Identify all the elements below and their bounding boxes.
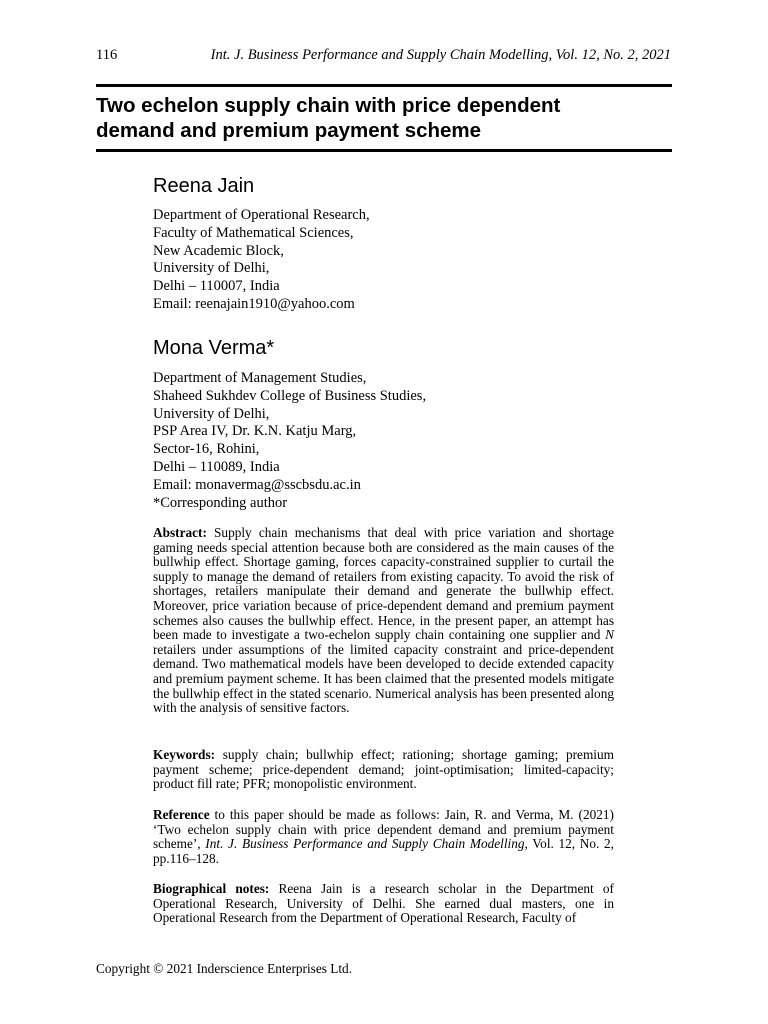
affiliation-line: Shaheed Sukhdev College of Business Studies, bbox=[153, 387, 427, 404]
affiliation-line: Delhi – 110089, India bbox=[153, 458, 280, 475]
author-name-2: Mona Verma* bbox=[153, 337, 275, 359]
affiliation-line: New Academic Block, bbox=[153, 242, 284, 259]
biographical-notes bbox=[153, 882, 614, 926]
keywords-label: Keywords: bbox=[153, 747, 216, 762]
keywords-text: supply chain; bullwhip effect; rationing; shortage gaming; premium payment scheme; price-dependent demand; joint-optimisation; limited-capacity; product fill rate; PFR; monopolistic environment. bbox=[153, 747, 614, 792]
reference bbox=[153, 808, 614, 866]
reference-text: , Vol. 12, No. 2, pp.116–128. bbox=[153, 836, 614, 866]
title-line: demand and premium payment scheme bbox=[96, 119, 482, 142]
abstract bbox=[153, 526, 614, 716]
article-title bbox=[96, 93, 672, 143]
affiliation-line: Delhi – 110007, India bbox=[153, 278, 280, 295]
journal-citation: Int. J. Business Performance and Supply Chain Modelling, Vol. 12, No. 2, 2021 bbox=[210, 47, 671, 63]
affiliation-line: PSP Area IV, Dr. K.N. Katju Marg, bbox=[153, 423, 357, 440]
affiliation-line: University of Delhi, bbox=[153, 405, 270, 422]
author-email: Email: reenajain1910@yahoo.com bbox=[153, 295, 355, 312]
bio-label: Biographical notes: bbox=[153, 881, 270, 896]
math-symbol-n: N bbox=[605, 627, 614, 643]
author-email: Email: monavermag@sscbsdu.ac.in bbox=[153, 476, 361, 493]
author-name-1: Reena Jain bbox=[153, 175, 255, 197]
reference-journal: Int. J. Business Performance and Supply Chain Modelling bbox=[205, 836, 525, 852]
affiliation-line: University of Delhi, bbox=[153, 260, 270, 277]
affiliation-line: Faculty of Mathematical Sciences, bbox=[153, 224, 354, 241]
title-line: Two echelon supply chain with price dependent bbox=[96, 94, 561, 117]
author-affiliation-2 bbox=[153, 370, 426, 512]
abstract-label: Abstract: bbox=[153, 525, 207, 540]
reference-text: to this paper should be made as follows: Jain, R. and Verma, M. (2021) ‘Two echelon supply chain with price dependent demand and premium payment scheme’, bbox=[153, 807, 614, 852]
affiliation-line: Department of Management Studies, bbox=[153, 370, 367, 386]
reference-label: Reference bbox=[153, 807, 210, 822]
author-affiliation-1 bbox=[153, 207, 370, 314]
copyright-notice: Copyright © 2021 Inderscience Enterprises Ltd. bbox=[96, 961, 353, 976]
abstract-text: Supply chain mechanisms that deal with price variation and shortage gaming needs special attention because both are considered as the main causes of the bullwhip effect. Shortage gaming, forces capacity-constrained supplier to curtail the supply to manage the demand of retailers from existing capacity. To avoid the risk of shortages, retailers manipulate their demand and generate the bullwhip effect. Moreover, price variation because of price-dependent demand and premium payment schemes also causes the bullwhip effect. Hence, in the present paper, an attempt has been made to investigate a two-echelon supply chain containing one supplier and bbox=[153, 525, 614, 643]
bio-text: Reena Jain is a research scholar in the Department of Operational Research, University of Delhi. She earned dual masters, one in Operational Research from the Department of Operational Research, Faculty of bbox=[153, 881, 614, 926]
abstract-text: retailers under assumptions of the limited capacity constraint and price-dependent demand. Two mathematical models have been developed to decide extended capacity and premium payment scheme. It has been claimed that the presented models mitigate the bullwhip effect in the stated scenario. Numerical analysis has been presented along with the analysis of sensitive factors. bbox=[153, 641, 614, 716]
affiliation-line: Department of Operational Research, bbox=[153, 207, 370, 223]
corresponding-author-note: *Corresponding author bbox=[153, 494, 288, 511]
running-header bbox=[96, 47, 671, 67]
keywords bbox=[153, 748, 614, 792]
affiliation-line: Sector-16, Rohini, bbox=[153, 441, 260, 458]
page-number: 116 bbox=[96, 47, 118, 63]
title-block bbox=[96, 84, 672, 152]
